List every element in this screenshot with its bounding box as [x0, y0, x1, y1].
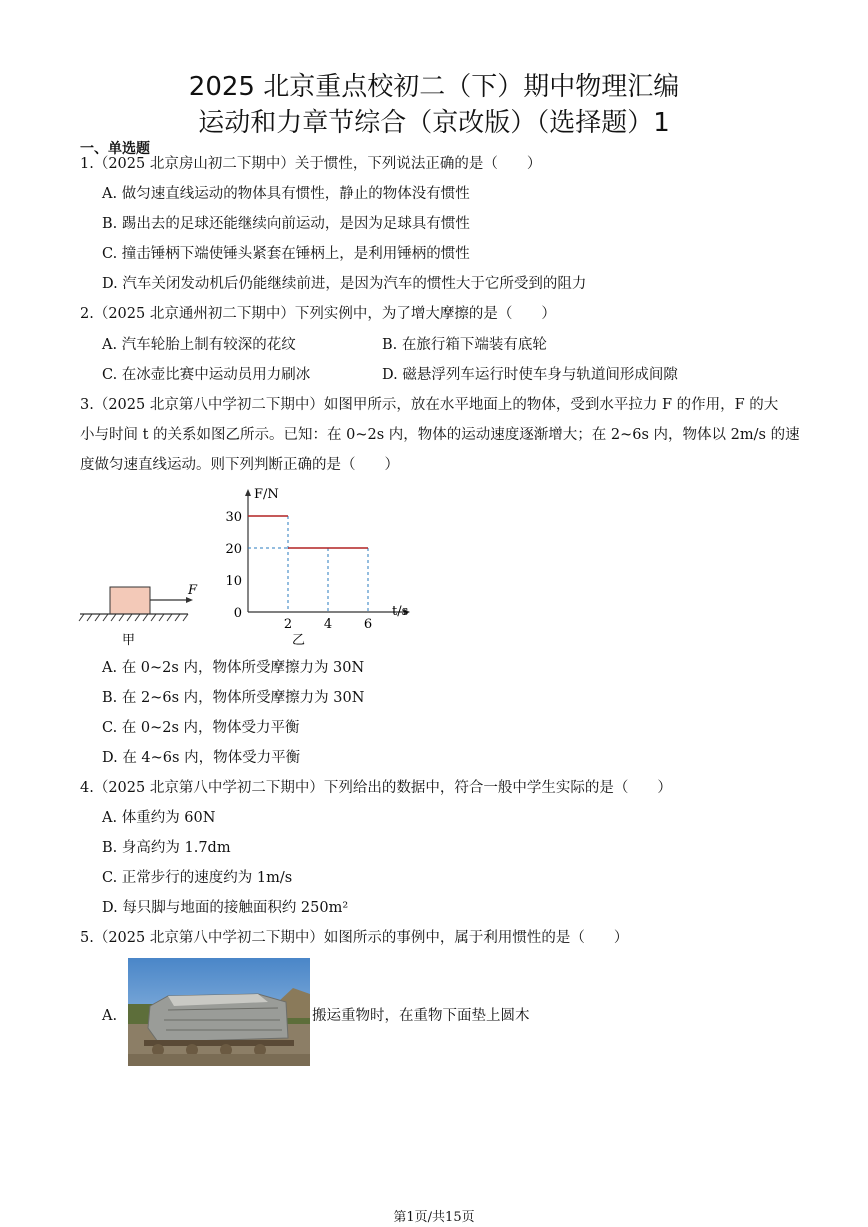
question-2-stem: 2.（2025 北京通州初二下期中）下列实例中，为了增大摩擦的是（ ） — [80, 306, 556, 322]
question-3-stem-line3: 度做匀速直线运动。则下列判断正确的是（ ） — [80, 457, 399, 473]
question-2-option-a: A. 汽车轮胎上制有较深的花纹 — [102, 337, 296, 353]
question-1-option-c: C. 撞击锤柄下端使锤头紧套在锤柄上，是利用锤柄的惯性 — [102, 246, 470, 262]
question-1-option-a: A. 做匀速直线运动的物体具有惯性，静止的物体没有惯性 — [102, 186, 470, 202]
question-3-stem-line2: 小与时间 t 的关系如图乙所示。已知：在 0~2s 内，物体的运动速度逐渐增大；在 2~6s 内，物体以 2m/s 的速 — [80, 427, 800, 443]
question-3-stem-line1: 3.（2025 北京第八中学初二下期中）如图甲所示，放在水平地面上的物体，受到水平拉力 F 的作用，F 的大 — [80, 397, 779, 413]
question-4-option-d: D. 每只脚与地面的接触面积约 250m² — [102, 900, 349, 916]
question-3-option-a: A. 在 0~2s 内，物体所受摩擦力为 30N — [102, 660, 365, 676]
page-title-line1: 2025 北京重点校初二（下）期中物理汇编 — [188, 72, 680, 102]
block — [110, 587, 150, 614]
question-1-stem: 1.（2025 北京房山初二下期中）关于惯性，下列说法正确的是（ ） — [80, 156, 542, 172]
stone-on-logs-photo — [128, 958, 310, 1066]
question-5-option-a-text: 搬运重物时，在重物下面垫上圆木 — [312, 1008, 530, 1024]
question-4-stem: 4.（2025 北京第八中学初二下期中）下列给出的数据中，符合一般中学生实际的是（ ） — [80, 780, 672, 796]
question-2-option-b: B. 在旅行箱下端装有底轮 — [382, 337, 547, 353]
page-footer: 第1页/共15页 — [393, 1210, 475, 1225]
y-tick-label: 0 — [233, 606, 242, 621]
x-tick-label: 4 — [323, 617, 333, 632]
ground-hatching — [79, 614, 188, 621]
question-2-option-c: C. 在冰壶比赛中运动员用力刷冰 — [102, 367, 311, 383]
chart-guides — [248, 516, 368, 612]
figure-jia-label: 甲 — [122, 633, 136, 648]
chart-series — [248, 516, 368, 548]
question-5-option-a-label: A. — [102, 1008, 118, 1024]
question-3-option-b: B. 在 2~6s 内，物体所受摩擦力为 30N — [102, 690, 365, 706]
chart-y-axis-label: F/N — [254, 487, 279, 502]
chart-x-axis-label: t/s — [392, 604, 409, 619]
question-1-option-b: B. 踢出去的足球还能继续向前运动，是因为足球具有惯性 — [102, 216, 470, 232]
y-tick-label: 10 — [225, 574, 242, 589]
x-tick-label: 2 — [283, 617, 293, 632]
question-4-option-b: B. 身高约为 1.7dm — [102, 840, 231, 856]
force-label: F — [188, 583, 198, 598]
question-3-option-d: D. 在 4~6s 内，物体受力平衡 — [102, 750, 301, 766]
question-4-option-c: C. 正常步行的速度约为 1m/s — [102, 870, 293, 886]
figure-yi-chart — [220, 484, 420, 654]
figure-yi-label: 乙 — [292, 633, 306, 648]
y-tick-label: 30 — [225, 510, 242, 525]
question-4-option-a: A. 体重约为 60N — [102, 810, 216, 826]
x-tick-label: 6 — [363, 617, 373, 632]
y-tick-label: 20 — [225, 542, 242, 557]
section-heading: 一、单选题 — [80, 141, 150, 157]
page-title-line2: 运动和力章节综合（京改版）（选择题）1 — [198, 108, 670, 138]
y-axis-arrowhead — [245, 489, 251, 496]
question-2-option-d: D. 磁悬浮列车运行时使车身与轨道间形成间隙 — [382, 367, 678, 383]
question-3-option-c: C. 在 0~2s 内，物体受力平衡 — [102, 720, 300, 736]
question-5-stem: 5.（2025 北京第八中学初二下期中）如图所示的事例中，属于利用惯性的是（ ） — [80, 930, 629, 946]
question-1-option-d: D. 汽车关闭发动机后仍能继续前进，是因为汽车的惯性大于它所受到的阻力 — [102, 276, 587, 292]
figure-jia — [76, 578, 206, 648]
